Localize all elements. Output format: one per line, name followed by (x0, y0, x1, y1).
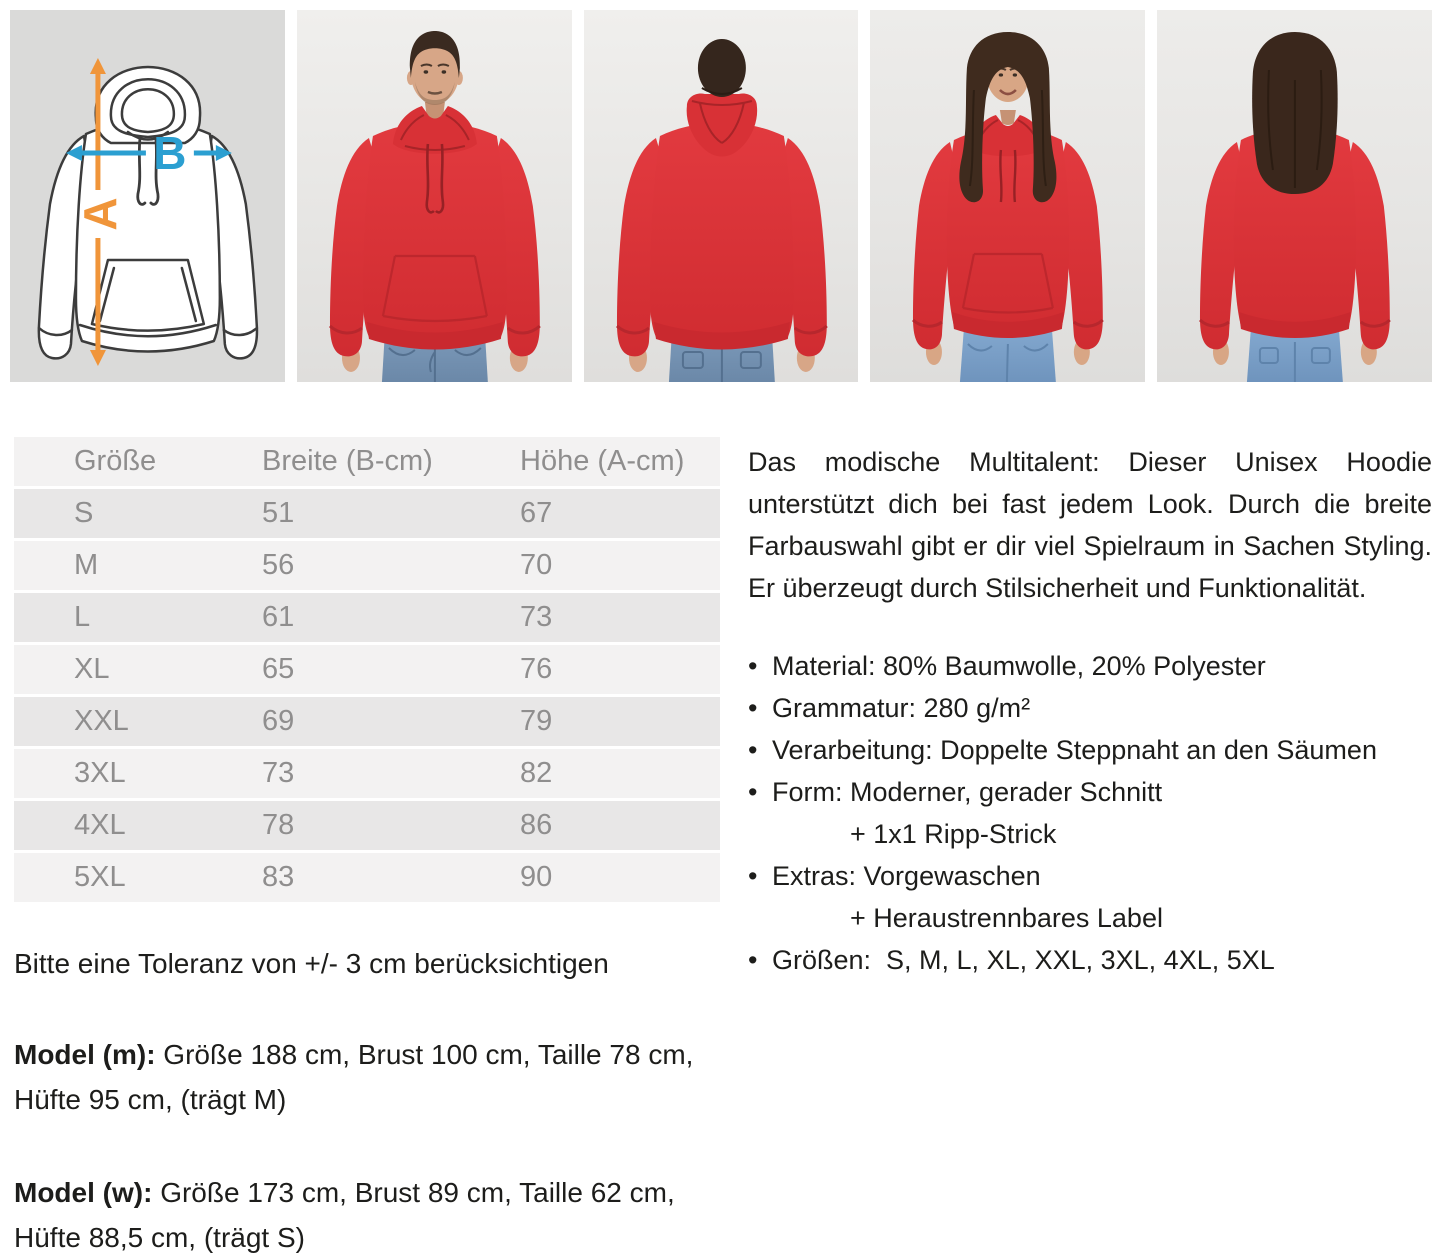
list-item-form (748, 771, 1432, 813)
list-item-extras (748, 855, 1432, 897)
cell-hoehe: 70 (460, 540, 720, 592)
cell-breite: 56 (202, 540, 460, 592)
cell-size: M (14, 540, 202, 592)
model-w-text: Größe 173 cm, Brust 89 cm, Taille 62 cm, Hüfte 88,5 cm, (trägt S) (14, 1177, 675, 1253)
cell-breite: 83 (262, 861, 295, 893)
table-row (14, 540, 720, 592)
list-item-text: Form: Moderner, gerader Schnitt (772, 777, 1163, 807)
height-arrow-label: A (73, 197, 126, 231)
cell-size: XXL (14, 696, 202, 748)
table-row (14, 592, 720, 644)
list-item-grammatur (748, 687, 1432, 729)
model-m-label: Model (m): (14, 1039, 156, 1070)
cell-breite: 73 (202, 748, 460, 800)
cell-size: 3XL (14, 748, 202, 800)
cell-breite: 78 (202, 800, 460, 852)
col-header-hoehe: Höhe (A-cm) (460, 437, 720, 488)
bullet-dot: • (748, 777, 758, 807)
col-header-breite: Breite (B-cm) (202, 437, 460, 488)
cell-breite: 61 (202, 592, 460, 644)
cell-size: 5XL (74, 861, 126, 893)
cell-hoehe: 82 (460, 748, 720, 800)
cell-hoehe: 67 (460, 488, 720, 540)
cell-hoehe: 90 (520, 861, 553, 893)
product-details-list (748, 645, 1432, 981)
list-item-extras-sub (748, 897, 1432, 939)
product-image-gallery (0, 0, 1442, 382)
list-item-text: Material: 80% Baumwolle, 20% Polyester (772, 651, 1266, 681)
model-m-text: Größe 188 cm, Brust 100 cm, Taille 78 cm, Hüfte 95 cm, (trägt M) (14, 1039, 694, 1115)
list-item-text: Größen: S, M, L, XL, XXL, 3XL, 4XL, 5XL (772, 945, 1275, 975)
cell-size: L (14, 592, 202, 644)
female-back-illustration (1157, 10, 1432, 382)
size-table-header-row (14, 437, 720, 488)
table-row (14, 800, 720, 852)
cell-breite: 51 (202, 488, 460, 540)
list-item-form-sub (748, 813, 1432, 855)
model-w-label: Model (w): (14, 1177, 153, 1208)
list-item-text: + 1x1 Ripp-Strick (850, 819, 1057, 849)
size-table (14, 437, 720, 902)
photo-male-front (297, 10, 572, 382)
cell-hoehe: 76 (460, 644, 720, 696)
bullet-dot: • (748, 735, 758, 765)
cell-hoehe: 79 (460, 696, 720, 748)
female-front-illustration (870, 10, 1145, 382)
list-item-text: Verarbeitung: Doppelte Steppnaht an den Säumen (772, 735, 1377, 765)
width-arrow-label: B (153, 126, 187, 180)
col-header-groesse: Größe (14, 437, 202, 488)
bullet-dot: • (748, 693, 758, 723)
table-row (14, 644, 720, 696)
cell-breite: 69 (202, 696, 460, 748)
size-diagram-image (10, 10, 285, 382)
table-row (14, 748, 720, 800)
male-back-illustration (584, 10, 859, 382)
list-item-verarbeitung (748, 729, 1432, 771)
description-column (748, 437, 1432, 981)
cell-hoehe: 73 (460, 592, 720, 644)
product-description: Das modische Multitalent: Dieser Unisex Hoodie unterstützt dich bei fast jedem Look. Durch die breite Farbauswahl gibt er dir viel Spielraum in Sachen Styling. Er überzeugt durch Stilsicherheit und Funktionalität. (748, 447, 1432, 603)
list-item-text: + Heraustrennbares Label (850, 903, 1163, 933)
table-row (14, 488, 720, 540)
photo-male-back (584, 10, 859, 382)
size-chart-column (14, 437, 720, 1260)
bullet-dot: • (748, 861, 758, 891)
cell-size: 4XL (14, 800, 202, 852)
table-row (14, 696, 720, 748)
male-front-illustration (297, 10, 572, 382)
list-item-text: Grammatur: 280 g/m² (772, 693, 1031, 723)
photo-female-back (1157, 10, 1432, 382)
model-m-info (14, 1032, 714, 1122)
cell-hoehe: 86 (460, 800, 720, 852)
list-item-material (748, 645, 1432, 687)
cell-size: XL (14, 644, 202, 696)
list-item-text: Extras: Vorgewaschen (772, 861, 1041, 891)
table-row (14, 852, 720, 903)
hoodie-measurement-diagram (10, 10, 285, 382)
bullet-dot: • (748, 651, 758, 681)
photo-female-front (870, 10, 1145, 382)
tolerance-note: Bitte eine Toleranz von +/- 3 cm berücksichtigen (14, 948, 609, 979)
cell-breite: 65 (202, 644, 460, 696)
product-info-section (0, 437, 1442, 1260)
cell-size: S (14, 488, 202, 540)
bullet-dot: • (748, 945, 758, 975)
list-item-groessen (748, 939, 1432, 981)
model-w-info (14, 1170, 714, 1260)
